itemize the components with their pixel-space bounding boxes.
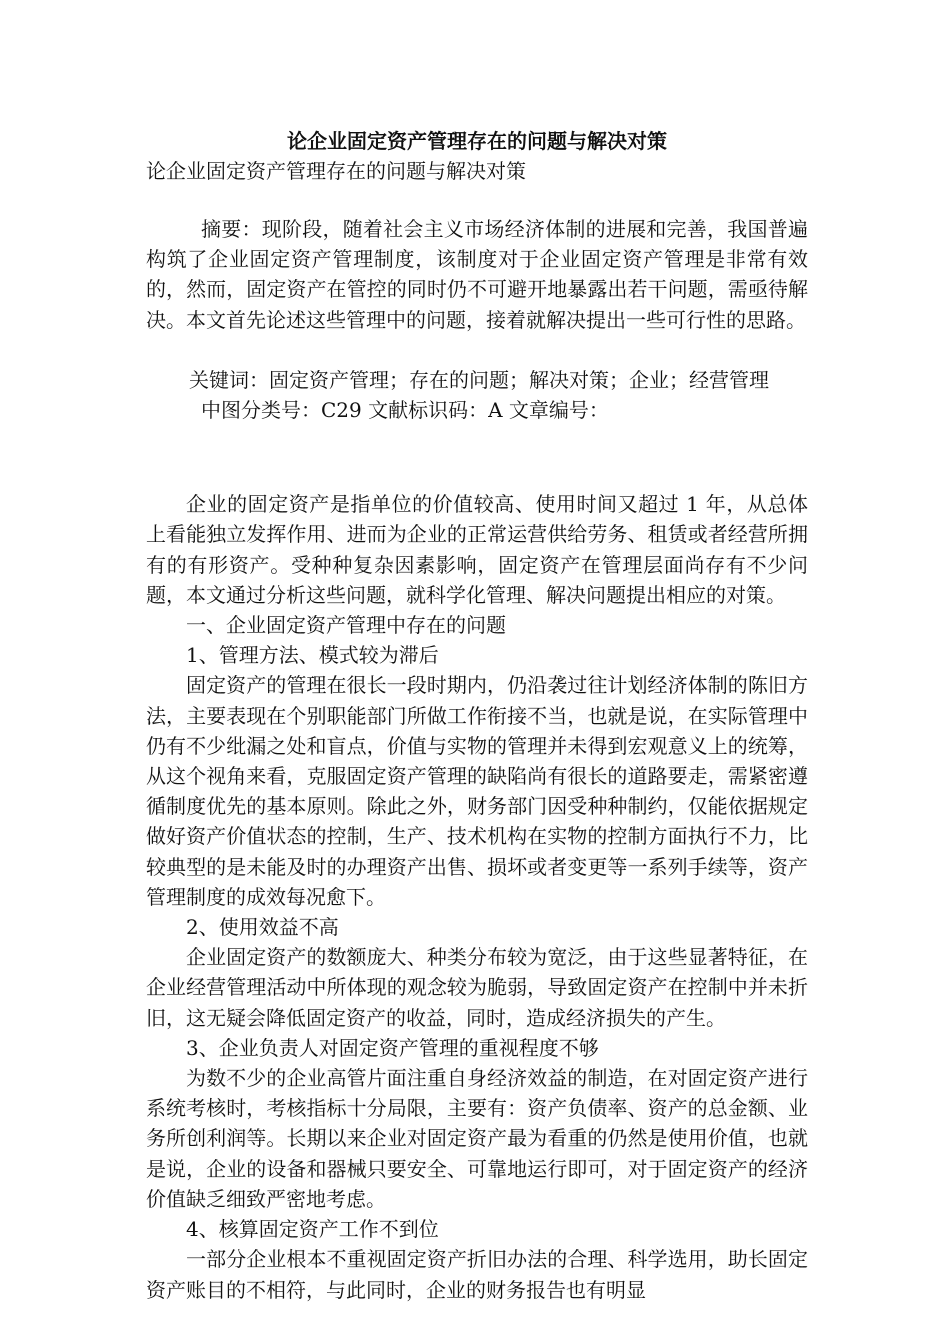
document-subtitle: 论企业固定资产管理存在的问题与解决对策 (146, 159, 526, 183)
subsection-paragraph-1: 固定资产的管理在很长一段时期内，仍沿袭过往计划经济体制的陈旧方法，主要表现在个别职能部门所做工作衔接不当，也就是说，在实际管理中仍有不少纰漏之处和盲点，价值与实物的管理并未得到宏观意义上的统筹，从这个视角来看，克服固定资产管理的缺陷尚有很长的道路要走，需紧密遵循制度优先的基本原则。除此之外，财务部门因受种种制约，仅能依据规定做好资产价值状态的控制，生产、技术机构在实物的控制方面执行不力，比较典型的是未能及时的办理资产出售、损坏或者变更等一系列手续等，资产管理制度的成效每况愈下。 (146, 673, 808, 909)
subsection-paragraph-4: 一部分企业根本不重视固定资产折旧办法的合理、科学选用，助长固定资产账目的不相符，与此同时，企业的财务报告也有明显 (146, 1247, 808, 1302)
classification-line: 中图分类号：C29 文献标识码：A 文章编号： (201, 398, 609, 423)
spacer (146, 425, 808, 489)
subsection-heading-4: 4、核算固定资产工作不到位 (186, 1217, 439, 1242)
spacer (146, 335, 808, 365)
subsection-paragraph-2: 企业固定资产的数额庞大、种类分布较为宽泛，由于这些显著特征，在企业经营管理活动中所体现的观念较为脆弱，导致固定资产在控制中并未折旧，这无疑会降低固定资产的收益，同时，造成经济损失的产生。 (146, 945, 808, 1030)
document-body (146, 126, 808, 1305)
spacer (146, 186, 808, 214)
intro-paragraph: 企业的固定资产是指单位的价值较高、使用时间又超过 1 年，从总体上看能独立发挥作用、进而为企业的正常运营供给劳务、租赁或者经营所拥有的有形资产。受种种复杂因素影响，固定资产在管理层面尚存有不少问题，本文通过分析这些问题，就科学化管理、解决问题提出相应的对策。 (146, 492, 808, 607)
subsection-heading-2: 2、使用效益不高 (186, 915, 339, 940)
keywords-paragraph: 关键词：固定资产管理；存在的问题；解决对策；企业；经营管理 (189, 367, 769, 392)
subsection-paragraph-3: 为数不少的企业高管片面注重自身经济效益的制造，在对固定资产进行系统考核时，考核指标十分局限，主要有：资产负债率、资产的总金额、业务所创利润等。长期以来企业对固定资产最为看重的仍然是使用价值，也就是说，企业的设备和器械只要安全、可靠地运行即可，对于固定资产的经济价值缺乏细致严密地考虑。 (146, 1066, 808, 1211)
abstract-paragraph: 摘要：现阶段，随着社会主义市场经济体制的进展和完善，我国普遍构筑了企业固定资产管理制度，该制度对于企业固定资产管理是非常有效的，然而，固定资产在管控的同时仍不可避开地暴露出若干问题，需亟待解决。本文首先论述这些管理中的问题，接着就解决提出一些可行性的思路。 (146, 217, 808, 332)
subsection-heading-3: 3、企业负责人对固定资产管理的重视程度不够 (186, 1035, 599, 1060)
subsection-heading-1: 1、管理方法、模式较为滞后 (186, 643, 439, 668)
document-title: 论企业固定资产管理存在的问题与解决对策 (287, 129, 667, 153)
section-heading-1: 一、企业固定资产管理中存在的问题 (186, 613, 506, 638)
